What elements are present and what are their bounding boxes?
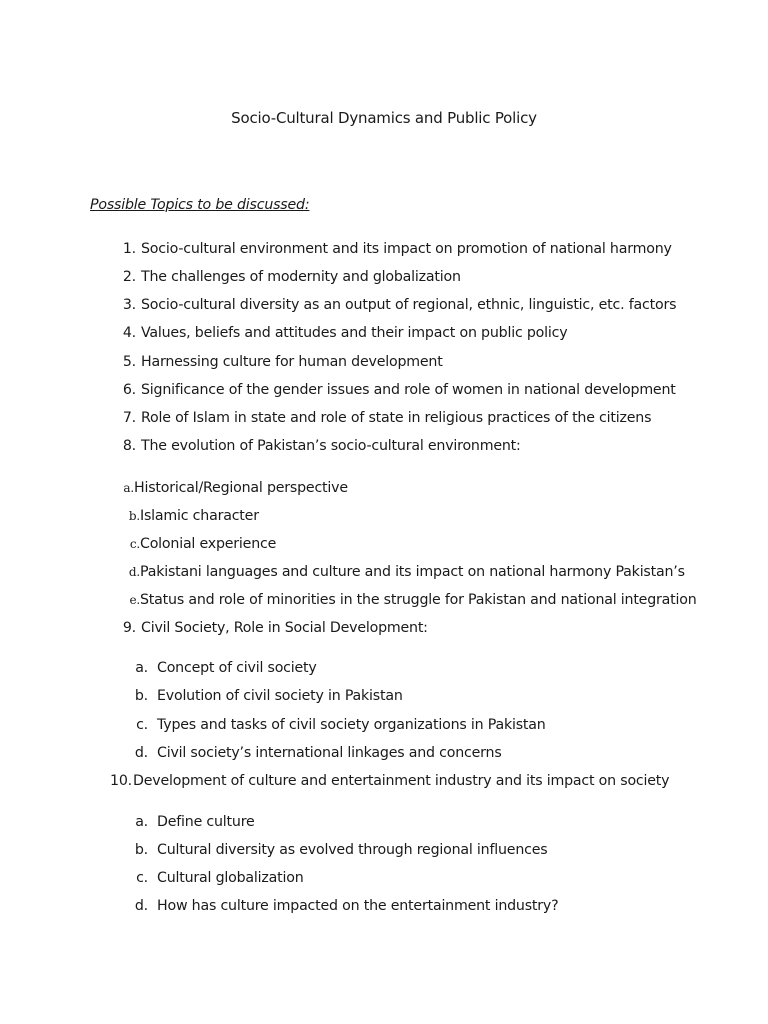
sub-list-text: Colonial experience — [140, 536, 277, 552]
sub-list-letter: c. — [136, 717, 148, 733]
list-number: 10. — [110, 773, 132, 789]
sub-list-text: Types and tasks of civil society organizations in Pakistan — [157, 717, 546, 733]
sub-list-text: Define culture — [157, 814, 255, 830]
list-text: The challenges of modernity and globalization — [141, 269, 461, 285]
list-number: 6. — [122, 382, 136, 398]
list-text: The evolution of Pakistan’s socio-cultural environment: — [141, 438, 521, 454]
sub-list-letter: d. — [134, 898, 148, 914]
sub-list-letter: b. — [128, 509, 140, 523]
list-number: 3. — [122, 297, 136, 313]
sub-list-text: How has culture impacted on the entertainment industry? — [157, 898, 559, 914]
sub-list-text: Concept of civil society — [157, 660, 317, 676]
sub-list-text: Cultural diversity as evolved through regional influences — [157, 842, 548, 858]
list-text: Socio-cultural diversity as an output of regional, ethnic, linguistic, etc. factors — [141, 297, 677, 313]
list-number: 7. — [122, 410, 136, 426]
list-text: Development of culture and entertainment industry and its impact on society — [133, 773, 670, 789]
list-number: 5. — [122, 354, 136, 370]
sub-list-letter: a. — [135, 660, 148, 676]
sub-list-letter: c. — [129, 537, 140, 551]
sub-list-text: Status and role of minorities in the struggle for Pakistan and national integration — [140, 592, 697, 608]
list-text: Values, beliefs and attitudes and their impact on public policy — [141, 325, 568, 341]
list-number: 9. — [122, 620, 136, 636]
sub-list-text: Evolution of civil society in Pakistan — [157, 688, 403, 704]
list-number: 4. — [122, 325, 136, 341]
sub-list-text: Islamic character — [140, 508, 259, 524]
list-text: Socio-cultural environment and its impact on promotion of national harmony — [141, 241, 672, 257]
sub-list-text: Civil society’s international linkages and concerns — [157, 745, 502, 761]
list-number: 1. — [122, 241, 136, 257]
sub-list-text: Pakistani languages and culture and its impact on national harmony Pakistan’s — [140, 564, 685, 580]
sub-list-text: Historical/Regional perspective — [134, 480, 348, 496]
list-text: Civil Society, Role in Social Development: — [141, 620, 428, 636]
page-title: Socio-Cultural Dynamics and Public Policy — [231, 109, 537, 127]
list-text: Harnessing culture for human development — [141, 354, 443, 370]
list-number: 2. — [122, 269, 136, 285]
sub-list-letter: d. — [128, 565, 140, 579]
sub-list-letter: b. — [134, 688, 148, 704]
sub-list-letter: d. — [134, 745, 148, 761]
list-number: 8. — [122, 438, 136, 454]
list-text: Significance of the gender issues and role of women in national development — [141, 382, 676, 398]
topics-subheading: Possible Topics to be discussed: — [90, 197, 310, 213]
sub-list-letter: e. — [129, 593, 140, 607]
list-text: Role of Islam in state and role of state in religious practices of the citizens — [141, 410, 652, 426]
sub-list-text: Cultural globalization — [157, 870, 304, 886]
sub-list-letter: a. — [123, 481, 134, 495]
sub-list-letter: b. — [134, 842, 148, 858]
sub-list-letter: a. — [135, 814, 148, 830]
sub-list-letter: c. — [136, 870, 148, 886]
